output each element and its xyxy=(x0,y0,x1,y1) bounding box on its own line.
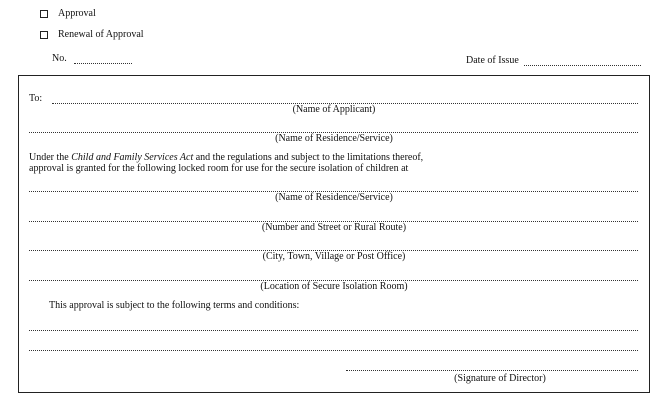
paragraph-suffix: and the regulations and subject to the limitations thereof, xyxy=(193,152,424,163)
approval-form-box xyxy=(18,75,650,393)
approval-paragraph-line2: approval is granted for the following locked room for use for the secure isolation of children at xyxy=(29,163,409,174)
applicant-caption: (Name of Applicant) xyxy=(292,104,376,115)
renewal-checkbox[interactable] xyxy=(40,31,48,39)
terms-line-1[interactable] xyxy=(29,330,638,331)
date-of-issue-label: Date of Issue xyxy=(466,55,519,66)
city-caption: (City, Town, Village or Post Office) xyxy=(262,251,406,262)
paragraph-prefix: Under the xyxy=(29,152,72,163)
street-caption: (Number and Street or Rural Route) xyxy=(261,222,407,233)
approval-label: Approval xyxy=(58,8,96,19)
date-of-issue-field[interactable] xyxy=(524,65,641,66)
location-caption: (Location of Secure Isolation Room) xyxy=(260,281,408,292)
terms-label: This approval is subject to the following terms and conditions: xyxy=(49,300,300,311)
number-label: No. xyxy=(52,53,67,64)
act-name: Child and Family Services Act xyxy=(71,152,194,163)
residence-caption-2: (Name of Residence/Service) xyxy=(275,192,393,203)
signature-caption: (Signature of Director) xyxy=(454,373,546,384)
terms-line-2[interactable] xyxy=(29,350,638,351)
signature-field[interactable] xyxy=(346,370,638,371)
approval-checkbox[interactable] xyxy=(40,10,48,18)
to-label: To: xyxy=(29,93,43,104)
number-field[interactable] xyxy=(74,63,132,64)
residence-caption: (Name of Residence/Service) xyxy=(275,133,393,144)
renewal-label: Renewal of Approval xyxy=(58,29,144,40)
